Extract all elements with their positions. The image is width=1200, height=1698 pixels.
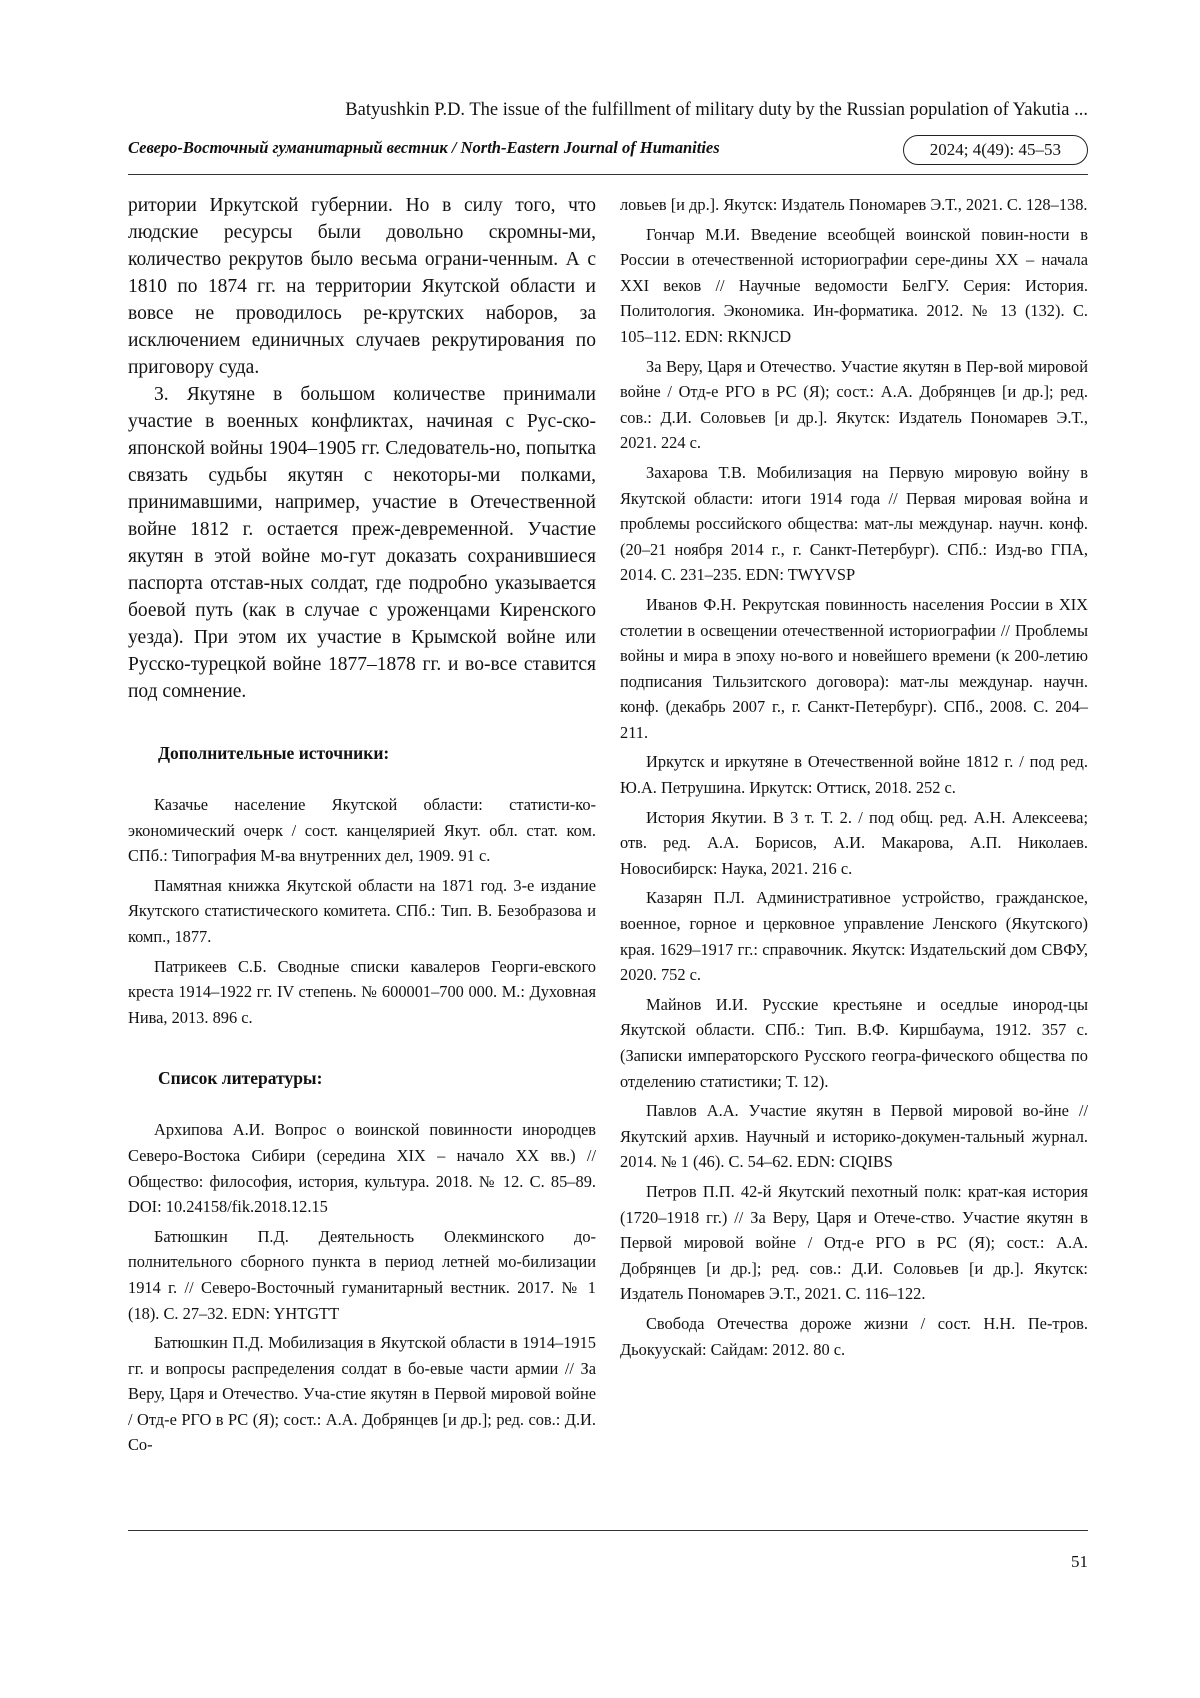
running-title: Batyushkin P.D. The issue of the fulfillment of military duty by the Russian population of Yakutia ... [345,100,1088,120]
reference-entry: Гончар М.И. Введение всеобщей воинской повин-ности в России в отечественной историографии сере-дины XX – начала XXI веков // Научные ведомости БелГУ. Серия: История. Политология. Экономика. Ин-форматика. 2012. № 13 (132). С. 105–112. EDN: RKNJCD [620,224,1088,346]
left-column [128,192,596,1462]
reference-entry: Свобода Отечества дороже жизни / сост. Н.Н. Пе-тров. Дьокуускай: Сайдам: 2012. 80 с. [620,1313,1088,1359]
reference-entry: Захарова Т.В. Мобилизация на Первую мировую войну в Якутской области: итоги 1914 года // Первая мировая война и проблемы российского общества: мат-лы междунар. научн. конф. (20–21 ноября 2014 г., г. Санкт-Петербург). СПб.: Изд-во ГПА, 2014. С. 231–235. EDN: TWYVSP [620,462,1088,585]
reference-entry: Майнов И.И. Русские крестьяне и оседлые инород-цы Якутской области. СПб.: Тип. В.Ф. Киршбаума, 1912. 357 с. (Записки императорского Русского геогра-фического общества по отделению статистики; Т. 12). [620,994,1088,1091]
reference-entry: Архипова А.И. Вопрос о воинской повинности инородцев Северо-Востока Сибири (середина XIX – начало XX вв.) // Общество: философия, история, культура. 2018. № 12. С. 85–89. DOI: 10.24158/fik.2018.12.15 [128,1120,596,1217]
journal-name: Северо-Восточный гуманитарный вестник / North-Eastern Journal of Humanities [128,138,720,157]
page-number: 51 [1071,1552,1088,1571]
source-entry: Казачье население Якутской области: статисти-ко-экономический очерк / сост. канцелярией Якут. обл. стат. ком. СПб.: Типография М-ва внутренних дел, 1909. 91 с. [128,795,596,866]
journal-line [128,135,1088,167]
reference-entry: ловьев [и др.]. Якутск: Издатель Пономарев Э.Т., 2021. С. 128–138. [620,195,1088,214]
reference-entry: Павлов А.А. Участие якутян в Первой мировой во-йне // Якутский архив. Научный и историко-докумен-тальный журнал. 2014. № 1 (46). С. 54–62. EDN: CIQIBS [620,1101,1088,1172]
source-entry: Памятная книжка Якутской области на 1871 год. 3-е издание Якутского статистического комитета. СПб.: Тип. В. Безобразова и комп., 1877. [128,875,596,946]
reference-entry: История Якутии. В 3 т. Т. 2. / под общ. ред. А.Н. Алексеева; отв. ред. А.А. Борисов, А.И. Макарова, А.П. Николаев. Новосибирск: Наука, 2021. 216 с. [620,807,1088,878]
footer-divider [128,1530,1088,1531]
header-divider [128,174,1088,175]
reference-entry: Иванов Ф.Н. Рекрутская повинность населения России в XIX столетии в освещении отечественной историографии // Проблемы войны и мира в эпоху но-вого и новейшего времени (к 200-летию подписания Тильзитского договора): мат-лы междунар. научн. конф. (декабрь 2007 г., г. Санкт-Петербург). СПб., 2008. С. 204–211. [620,594,1088,742]
reference-entry: Батюшкин П.Д. Мобилизация в Якутской области в 1914–1915 гг. и вопросы распределения солдат в бо-евые части армии // За Веру, Царя и Отечество. Уча-стие якутян в Первой мировой войне / Отд-е РГО в РС (Я); сост.: А.А. Добрянцев [и др.]; ред. сов.: Д.И. Со- [128,1333,596,1455]
body-paragraph: 3. Якутяне в большом количестве принимали участие в военных конфликтах, начиная с Рус-ско-японской войны 1904–1905 гг. Следователь-но, попытка связать судьбы якутян с некоторы-ми полками, принимавшими, например, участие в Отечественной войне 1812 г. остается преж-девременной. Участие якутян в этой войне мо-гут доказать сохранившиеся паспорта отстав-ных солдат, где подробно указывается боевой путь (как в случае с уроженцами Киренского уезда). При этом их участие в Крымской войне или Русско-турецкой войне 1877–1878 гг. и во-все ставится под сомнение. [128,384,596,702]
reference-entry: Батюшкин П.Д. Деятельность Олекминского до-полнительного сборного пункта в период летней мо-билизации 1914 г. // Северо-Восточный гуманитарный вестник. 2017. № 1 (18). С. 27–32. EDN: YHTGTT [128,1226,596,1323]
references-heading: Список литературы: [158,1068,323,1089]
right-column [620,192,1088,1366]
reference-entry: Иркутск и иркутяне в Отечественной войне 1812 г. / под ред. Ю.А. Петрушина. Иркутск: Оттиск, 2018. 252 с. [620,752,1088,798]
reference-entry: За Веру, Царя и Отечество. Участие якутян в Пер-вой мировой войне / Отд-е РГО в РС (Я); сост.: А.А. Добрянцев [и др.]; ред. сов.: Д.И. Соловьев [и др.]. Якутск: Издатель Пономарев Э.Т., 2021. 224 с. [620,356,1088,453]
body-paragraph: ритории Иркутской губернии. Но в силу того, что людские ресурсы были довольно скромны-ми, количество рекрутов было весьма ограни-ченным. А с 1810 по 1874 гг. на территории Якутской области и вовсе не проводилось ре-крутских наборов, за исключением единичных случаев рекрутирования по приговору суда. [128,195,596,378]
reference-entry: Петров П.П. 42-й Якутский пехотный полк: крат-кая история (1720–1918 гг.) // За Веру, Царя и Отече-ство. Участие якутян в Первой мировой войне / Отд-е РГО в РС (Я); сост.: А.А. Добрянцев [и др.]; ред. сов.: Д.И. Соловьев [и др.]. Якутск: Издатель Пономарев Э.Т., 2021. С. 116–122. [620,1181,1088,1304]
reference-entry: Казарян П.Л. Административное устройство, гражданское, военное, горное и церковное управление Ленского (Якутского) края. 1629–1917 гг.: справочник. Якутск: Издательский дом СВФУ, 2020. 752 с. [620,888,1088,985]
additional-sources-heading: Дополнительные источники: [158,743,390,763]
source-entry: Патрикеев С.Б. Сводные списки кавалеров Георги-евского креста 1914–1922 гг. IV степень. № 600001–700 000. М.: Духовная Нива, 2013. 896 с. [128,956,596,1027]
issue-badge: 2024; 4(49): 45–53 [903,135,1088,165]
